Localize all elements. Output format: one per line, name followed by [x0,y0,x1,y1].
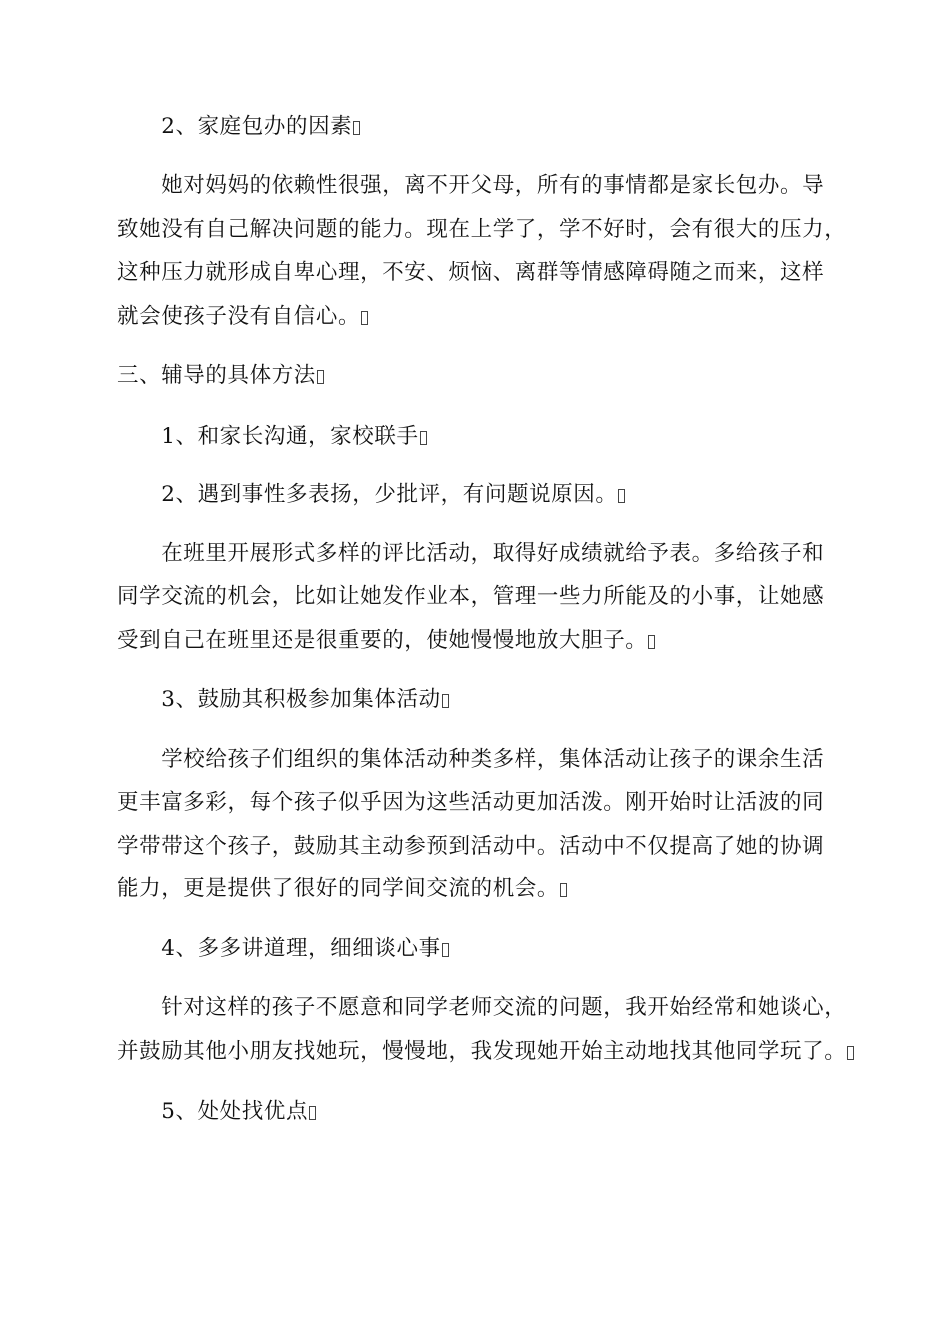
paragraph-mark-icon [442,943,449,957]
line-text: 三、辅导的具体方法 [117,363,316,388]
text-line [117,302,368,332]
paragraph-mark-icon [317,370,324,384]
text-line [117,1097,316,1127]
text-line [117,832,824,862]
paragraph-mark-icon [560,883,567,897]
text-line [117,258,824,288]
text-line [117,874,567,904]
line-text: 学校给孩子们组织的集体活动种类多样，集体活动让孩子的课余生活 [117,747,825,772]
paragraph-mark-icon [353,121,360,135]
paragraph-mark-icon [420,431,427,445]
line-text: 针对这样的孩子不愿意和同学老师交流的问题，我开始经常和她谈心， [117,995,847,1020]
line-text: 这种压力就形成自卑心理，不安、烦恼、离群等情感障碍随之而来，这样 [117,260,825,285]
line-text: 并鼓励其他小朋友找她玩，慢慢地，我发现她开始主动地找其他同学玩了。 [117,1039,847,1064]
line-text: 就会使孩子没有自信心。 [117,304,361,329]
text-line [117,788,824,818]
line-text: 她对妈妈的依赖性很强，离不开父母，所有的事情都是家长包办。导 [117,173,825,198]
line-text: 1、和家长沟通，家校联手 [117,424,419,449]
text-line [117,993,846,1023]
text-line [117,112,360,142]
paragraph-mark-icon [847,1046,854,1060]
line-text: 3、鼓励其积极参加集体活动 [117,687,441,712]
text-line [117,626,655,656]
line-text: 更丰富多彩，每个孩子似乎因为这些活动更加活泼。刚开始时让活波的同 [117,790,825,815]
section-heading [117,361,324,391]
paragraph-mark-icon [361,311,368,325]
paragraph-mark-icon [618,489,625,503]
text-line [117,582,824,612]
line-text: 在班里开展形式多样的评比活动，取得好成绩就给予表。多给孩子和 [117,541,825,566]
line-text: 受到自己在班里还是很重要的，使她慢慢地放大胆子。 [117,628,648,653]
line-text: 学带带这个孩子，鼓励其主动参预到活动中。活动中不仅提高了她的协调 [117,834,825,859]
line-text: 2、家庭包办的因素 [117,114,353,139]
paragraph-mark-icon [648,635,655,649]
text-line [117,171,824,201]
paragraph-mark-icon [442,694,449,708]
text-line [117,934,449,964]
paragraph-mark-icon [309,1106,316,1120]
line-text: 能力，更是提供了很好的同学间交流的机会。 [117,876,560,901]
text-line [117,539,824,569]
line-text: 4、多多讲道理，细细谈心事 [117,936,441,961]
text-line [117,215,846,245]
line-text: 2、遇到事性多表扬，少批评，有问题说原因。 [117,482,618,507]
text-line [117,422,427,452]
line-text: 5、处处找优点 [117,1099,309,1124]
text-line [117,685,449,715]
line-text: 同学交流的机会，比如让她发作业本，管理一些力所能及的小事，让她感 [117,584,825,609]
text-line [117,1037,854,1067]
line-text: 致她没有自己解决问题的能力。现在上学了，学不好时，会有很大的压力， [117,217,847,242]
text-line [117,745,824,775]
text-line [117,480,625,510]
